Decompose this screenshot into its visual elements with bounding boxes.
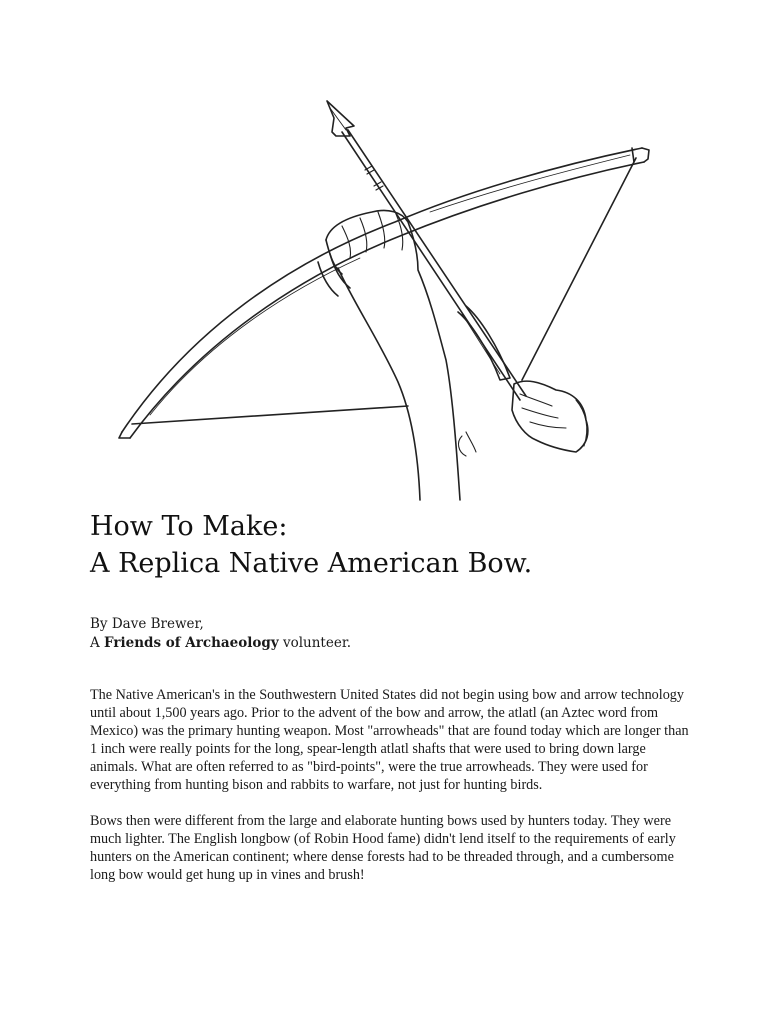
organization-name: Friends of Archaeology — [104, 635, 279, 651]
title-line-2: A Replica Native American Bow. — [90, 548, 533, 579]
bow-tip-left — [119, 432, 130, 438]
paragraph-1: The Native American's in the Southwestern United States did not begin using bow and arrow technology until about 1,500 years ago. Prior to the advent of the bow and arrow, the atlatl (an Aztec word from Mexico) was the primary hunting weapon. Most "arrowheads" that are found today which are longer than 1 inch were really points for the long, spear-length atlatl shafts that were used to bring down large animals. What are often referred to as "bird-points", were the true arrowheads. They were used for everything from hunting bison and rabbits to warfare, not just for hunting birds. — [90, 687, 689, 793]
bowstring-lower — [132, 406, 408, 424]
article-body — [90, 686, 690, 902]
arrowhead — [327, 101, 354, 136]
arrow-shaft — [342, 132, 520, 400]
bow-limb-inner — [130, 162, 644, 438]
affiliation-suffix: volunteer. — [282, 635, 352, 651]
bow-tip-right — [642, 148, 649, 162]
paragraph-2: Bows then were different from the large and elaborate hunting bows used by hunters today. They were much lighter. The English longbow (of Robin Hood fame) didn't lend itself to the requirements of early hunters on the American continent; where dense forests had to be threaded through, and a cumbersome long bow would get hung up in vines and brush! — [90, 813, 676, 883]
bowstring-upper — [522, 158, 636, 380]
affiliation-prefix: A — [90, 635, 100, 651]
bow-and-arrow-illustration — [110, 95, 670, 505]
byline — [90, 615, 710, 653]
bow-hand — [326, 210, 460, 500]
title-line-1: How To Make: — [90, 511, 288, 542]
bow-limb-outer — [122, 148, 642, 432]
author-line: By Dave Brewer, — [90, 616, 204, 632]
page-title — [90, 508, 710, 582]
affiliation-line — [90, 634, 710, 653]
